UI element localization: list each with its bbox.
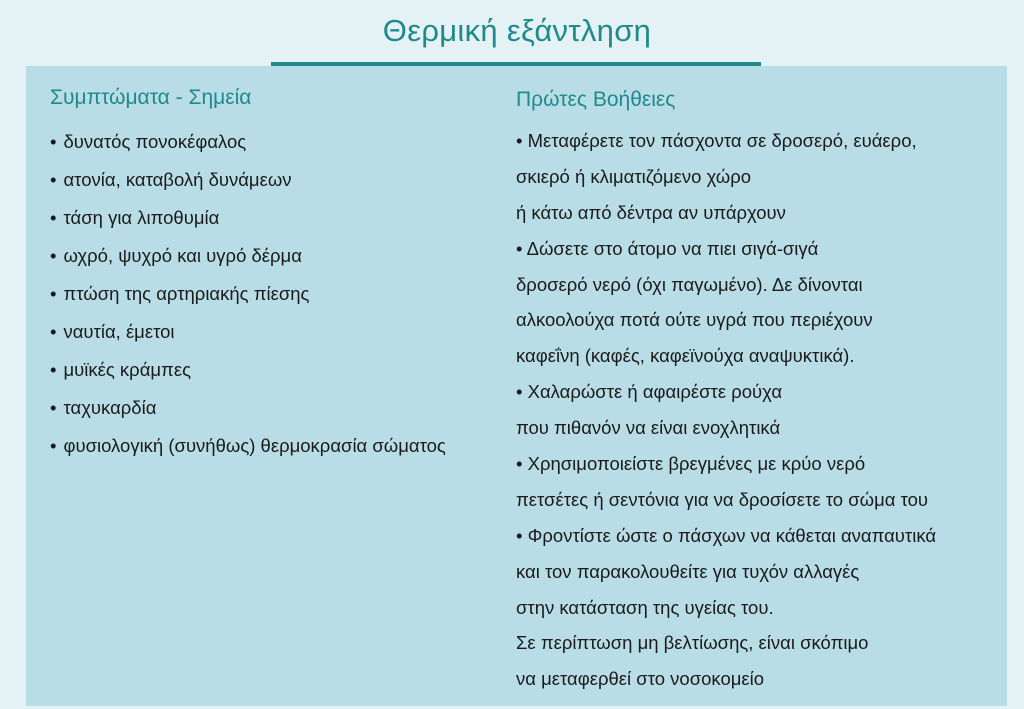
- info-panel: [26, 66, 1007, 706]
- symptom-item: • μυϊκές κράμπες: [50, 355, 446, 393]
- symptom-item: • πτώση της αρτηριακής πίεσης: [50, 279, 446, 317]
- first-aid-line: δροσερό νερό (όχι παγωμένο). Δε δίνονται: [516, 273, 863, 295]
- first-aid-line: Σε περίπτωση μη βελτίωσης, είναι σκόπιμο: [516, 632, 869, 654]
- first-aid-line: σκιερό ή κλιματιζόμενο χώρο: [516, 165, 752, 187]
- first-aid-line: • Φροντίστε ώστε ο πάσχων να κάθεται αναπαυτικά: [516, 524, 937, 546]
- symptom-item: • ναυτία, έμετοι: [50, 317, 446, 355]
- first-aid-line: αλκοολούχα ποτά ούτε υγρά που περιέχουν: [516, 309, 873, 331]
- symptom-item: • ταχυκαρδία: [50, 393, 446, 431]
- symptom-item: • δυνατός πονοκέφαλος: [50, 127, 446, 165]
- symptom-item: • φυσιολογική (συνήθως) θερμοκρασία σώματος: [50, 431, 446, 469]
- first-aid-line: και τον παρακολουθείτε για τυχόν αλλαγές: [516, 560, 860, 582]
- first-aid-line: • Χρησιμοποιείστε βρεγμένες με κρύο νερό: [516, 453, 866, 475]
- symptom-item: • ωχρό, ψυχρό και υγρό δέρμα: [50, 241, 446, 279]
- page-title: Θερμική εξάντληση: [382, 13, 652, 48]
- first-aid-heading: Πρώτες Βοήθειες: [516, 88, 676, 111]
- symptom-item: • ατονία, καταβολή δυνάμεων: [50, 165, 446, 203]
- first-aid-line: να μεταφερθεί στο νοσοκομείο: [516, 668, 765, 690]
- symptoms-heading: Συμπτώματα - Σημεία: [50, 86, 252, 109]
- first-aid-line: • Χαλαρώστε ή αφαιρέστε ρούχα: [516, 381, 783, 403]
- first-aid-line: • Μεταφέρετε τον πάσχοντα σε δροσερό, ευάερο,: [516, 130, 917, 151]
- first-aid-line: καφεΐνη (καφές, καφεϊνούχα αναψυκτικά).: [516, 345, 855, 367]
- symptoms-list: [50, 127, 446, 469]
- first-aid-line: που πιθανόν να είναι ενοχλητικά: [516, 417, 781, 439]
- first-aid-line: στην κατάσταση της υγείας του.: [516, 596, 774, 618]
- symptom-item: • τάση για λιποθυμία: [50, 203, 446, 241]
- first-aid-line: πετσέτες ή σεντόνια για να δροσίσετε το σώμα του: [516, 488, 929, 510]
- first-aid-text: [516, 126, 936, 700]
- first-aid-line: • Δώσετε στο άτομο να πιει σιγά-σιγά: [516, 237, 819, 259]
- first-aid-line: ή κάτω από δέντρα αν υπάρχουν: [516, 201, 786, 223]
